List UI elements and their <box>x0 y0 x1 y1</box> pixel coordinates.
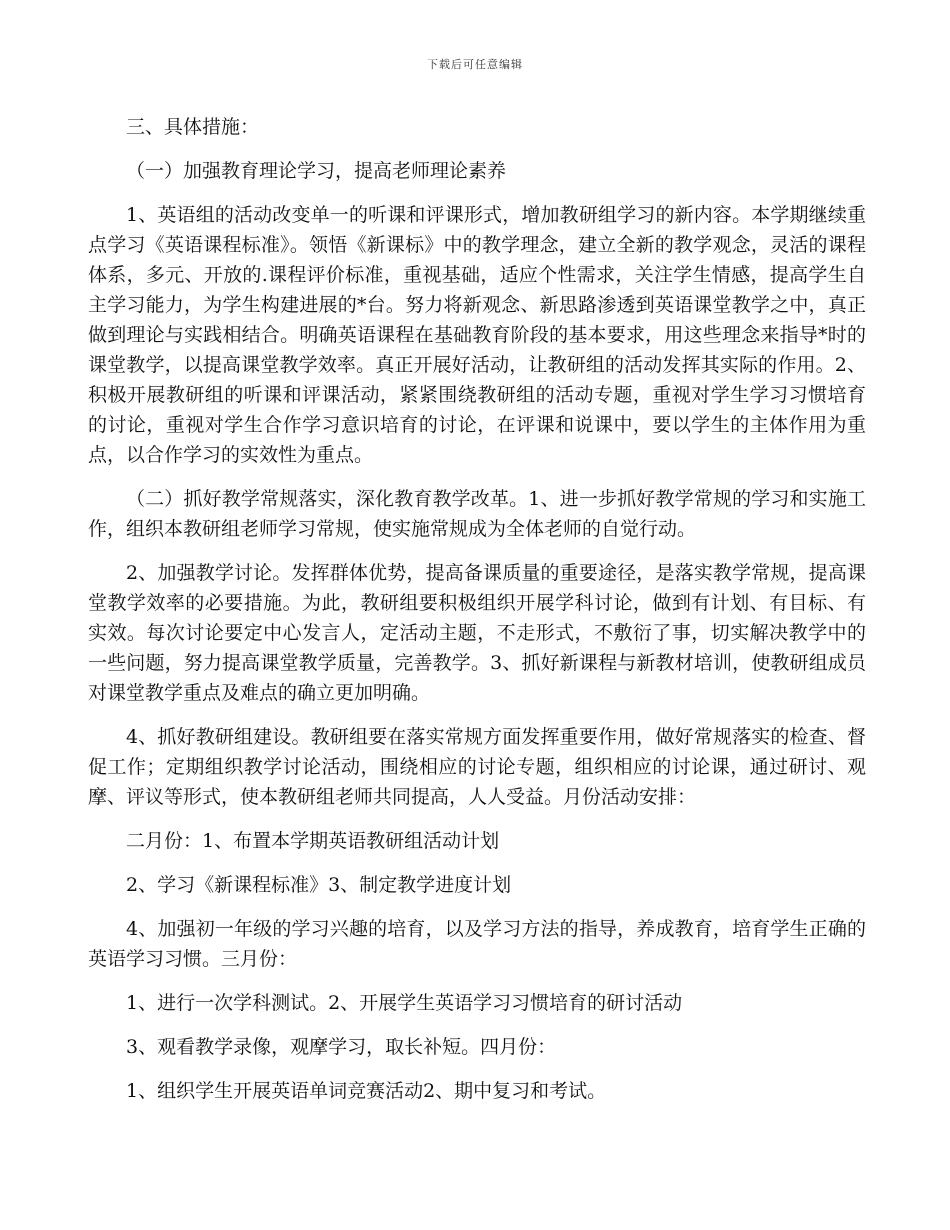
paragraph: （二）抓好教学常规落实，深化教育教学改革。1、进一步抓好教学常规的学习和实施工作，组织本教研组老师学习常规，使实施常规成为全体老师的自觉行动。 <box>88 488 866 540</box>
section-heading: 三、具体措施： <box>126 116 260 138</box>
paragraph: 4、抓好教研组建设。教研组要在落实常规方面发挥重要作用，做好常规落实的检查、督促工作；定期组织教学讨论活动，围绕相应的讨论专题，组织相应的讨论课，通过研讨、观摩、评议等形式，使本教研组老师共同提高，人人受益。月份活动安排： <box>88 726 866 808</box>
paragraph: 2、加强教学讨论。发挥群体优势，提高备课质量的重要途径，是落实教学常规，提高课堂教学效率的必要措施。为此，教研组要积极组织开展学科讨论，做到有计划、有目标、有实效。每次讨论要定中心发言人，定活动主题，不走形式，不敷衍了事，切实解决教学中的一些问题，努力提高课堂教学质量，完善教学。3、抓好新课程与新教材培训，使教研组成员对课堂教学重点及难点的确立更加明确。 <box>88 562 866 704</box>
schedule-item: 4、加强初一年级的学习兴趣的培育，以及学习方法的指导，养成教育，培育学生正确的英语学习习惯。三月份： <box>88 918 866 970</box>
schedule-item: 1、进行一次学科测试。2、开展学生英语学习习惯培育的研讨活动 <box>126 992 683 1014</box>
schedule-item: 2、学习《新课程标准》3、制定教学进度计划 <box>126 874 512 896</box>
document-body <box>88 112 866 1120</box>
schedule-item: 3、观看教学录像，观摩学习，取长补短。四月份： <box>126 1036 557 1058</box>
schedule-item: 二月份：1、布置本学期英语教研组活动计划 <box>126 830 500 852</box>
paragraph: 1、英语组的活动改变单一的听课和评课形式，增加教研组学习的新内容。本学期继续重点学习《英语课程标准》。领悟《新课标》中的教学理念，建立全新的教学观念，灵活的课程体系，多元、开放的.课程评价标准，重视基础，适应个性需求，关注学生情感，提高学生自主学习能力，为学生构建进展的*台。努力将新观念、新思路渗透到英语课堂教学之中，真正做到理论与实践相结合。明确英语课程在基础教育阶段的基本要求，用这些理念来指导*时的课堂教学，以提高课堂教学效率。真正开展好活动，让教研组的活动发挥其实际的作用。2、积极开展教研组的听课和评课活动，紧紧围绕教研组的活动专题，重视对学生学习习惯培育的讨论，重视对学生合作学习意识培育的讨论，在评课和说课中，要以学生的主体作用为重点，以合作学习的实效性为重点。 <box>88 204 866 466</box>
schedule-item: 1、组织学生开展英语单词竞赛活动2、期中复习和考试。 <box>126 1080 607 1102</box>
subsection-heading: （一）加强教育理论学习，提高老师理论素养 <box>126 160 507 182</box>
header-note: 下载后可任意编辑 <box>427 58 523 71</box>
